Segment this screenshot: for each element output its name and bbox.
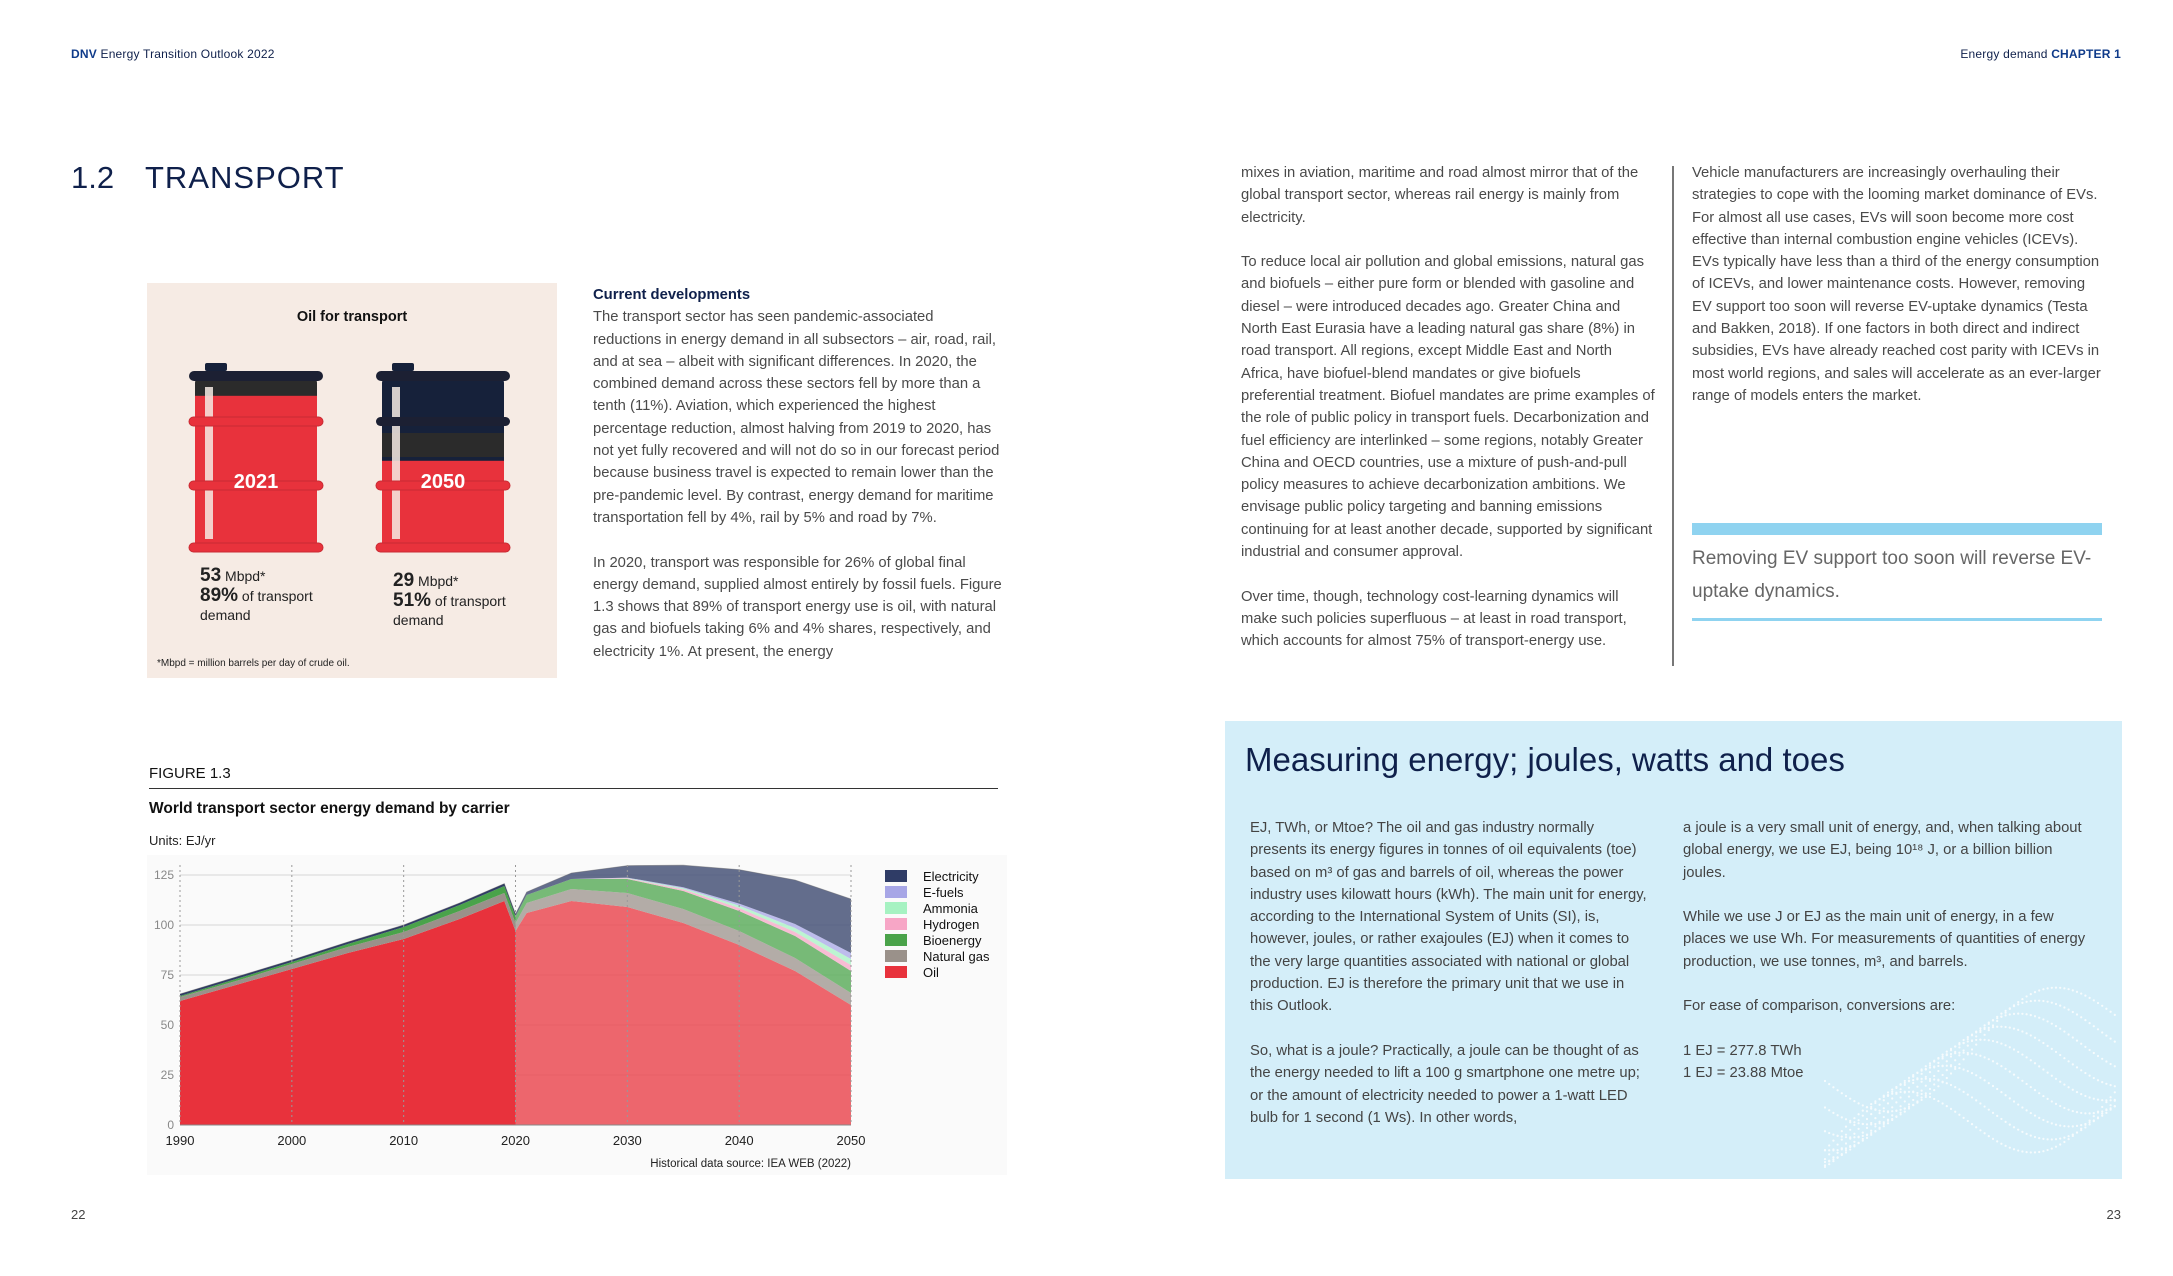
legend-swatch-bioenergy — [885, 934, 907, 946]
measuring-left-column — [1250, 817, 1650, 1151]
page-number-right: 23 — [2106, 1207, 2121, 1222]
x-tick-label: 2050 — [836, 1133, 866, 1148]
quote-top-bar — [1692, 523, 2102, 535]
column-divider — [1672, 166, 1674, 666]
column-3-p1: mixes in aviation, maritime and road almost mirror that of the global transport sector, whereas rail energy is mainly from electricity. — [1241, 165, 1639, 226]
y-tick-label: 0 — [167, 1118, 174, 1132]
legend-swatch-oil — [885, 966, 907, 978]
stat-2021-value: 53 — [200, 565, 222, 586]
report-title: Energy Transition Outlook 2022 — [100, 47, 275, 61]
stat-2021-pct-text: of transport demand — [200, 588, 313, 623]
brand-name: DNV — [71, 47, 97, 61]
current-developments-p2: In 2020, transport was responsible for 26% of global final energy demand, supplied almost entirely by fossil fuels. Figure 1.3 shows that 89% of transport energy use is oil, with natural gas and biofuels taking 6% and 4% shares, respectively, and electricity 1%. At present, the energy — [593, 554, 1002, 660]
stat-2021-pct: 89% — [200, 585, 239, 606]
figure-label: FIGURE 1.3 — [149, 765, 231, 782]
pull-quote: Removing EV support too soon will reverse EV-uptake dynamics. — [1692, 548, 2092, 602]
measuring-right-p3: For ease of comparison, conversions are: — [1683, 998, 1956, 1015]
y-tick-label: 125 — [153, 868, 174, 882]
legend-swatch-hydrogen — [885, 918, 907, 930]
current-developments-p1: The transport sector has seen pandemic-associated reductions in energy demand in all subsectors – air, road, rail, and at sea – albeit with significant differences. In 2020, the combined demand across these sectors fell by more than a tenth (11%). Aviation, which experienced the highest percentage reduction, almost halving from 2019 to 2020, has not yet fully recovered and will not do so in our forecast period because business travel is expected to remain lower than the pre-pandemic level. By contrast, energy demand for maritime transportation fell by 4%, rail by 5% and road by 7%. — [593, 309, 1000, 526]
measuring-right-p1: a joule is a very small unit of energy, and, when talking about global energy, we use EJ, being 10¹⁸ J, or a billion billion joules. — [1683, 820, 2082, 881]
legend-swatch-ammonia — [885, 902, 907, 914]
y-tick-label: 75 — [160, 968, 174, 982]
x-tick-label: 2000 — [277, 1133, 307, 1148]
current-developments-heading: Current developments — [593, 287, 751, 303]
legend-label-oil: Oil — [923, 965, 939, 980]
x-tick-label: 2010 — [389, 1133, 419, 1148]
measuring-left-p2: So, what is a joule? Practically, a joule can be thought of as the energy needed to lift a 100 g smartphone one metre up; or the amount of electricity needed to power a 1-watt LED bulb for 1 second (1 Ws). In other words, — [1250, 1042, 1640, 1126]
section-title: TRANSPORT — [145, 160, 345, 195]
legend-label-natural-gas: Natural gas — [923, 949, 990, 964]
stat-2050-value: 29 — [393, 570, 415, 591]
legend-label-bioenergy: Bioenergy — [923, 933, 982, 948]
stat-2050-unit: Mbpd* — [418, 573, 459, 589]
barrel-2021-icon — [189, 363, 323, 552]
chart-source: Historical data source: IEA WEB (2022) — [650, 1158, 851, 1170]
measuring-energy-title: Measuring energy; joules, watts and toes — [1245, 741, 1845, 778]
measuring-energy-box — [1225, 721, 2122, 1179]
current-developments — [593, 284, 1005, 685]
barrel-2021-label: 2021 — [233, 471, 279, 493]
y-tick-label: 25 — [160, 1068, 174, 1082]
figure-rule — [149, 788, 998, 789]
measuring-right-p2: While we use J or EJ as the main unit of energy, in a few places we use Wh. For measurements of quantities of energy production, we use tonnes, m³, and barrels. — [1683, 909, 2086, 970]
transport-demand-chart — [147, 855, 1007, 1175]
stat-2021-unit: Mbpd* — [225, 568, 266, 584]
measuring-left-p1: EJ, TWh, or Mtoe? The oil and gas industry normally presents its energy figures in tonnes of oil equivalents (toe) based on m³ of gas and barrels of oil, whereas the power industry uses kilowatt hours (kWh). The main unit for energy, according to the International System of Units (SI), is, however, joules, or rather exajoules (EJ) when it comes to the very large quantities associated with national or global production. EJ is therefore the primary unit that we use in this Outlook. — [1250, 820, 1647, 1015]
barrel-2050-label: 2050 — [420, 471, 466, 493]
forecast-shade — [516, 865, 852, 1125]
column-3-text — [1241, 162, 1656, 675]
x-tick-label: 1990 — [165, 1133, 195, 1148]
legend-swatch-natural-gas — [885, 950, 907, 962]
column-4-text — [1692, 162, 2107, 430]
x-tick-label: 2030 — [612, 1133, 642, 1148]
stat-2021 — [200, 566, 350, 625]
quote-bottom-rule — [1692, 618, 2102, 621]
y-tick-label: 50 — [160, 1018, 174, 1032]
page-number-left: 22 — [71, 1207, 86, 1222]
column-3-p2: To reduce local air pollution and global emissions, natural gas and biofuels – either pure form or blended with gasoline and diesel – were introduced decades ago. Greater China and North East Eurasia have a leading natural gas share (8%) in road transport. All regions, except Middle East and North Africa, have biofuel-blend mandates or give biofuels preferential treatment. Biofuel mandates are prime examples of the role of public policy in transport fuels. Decarbonization and fuel efficiency are interlinked – some regions, notably Greater China and OECD countries, use a mixture of push-and-pull policy measures to achieve decarbonization ambitions. We envisage public policy targeting and banning emissions continuing for at least another decade, supported by significant industrial and consumer approval. — [1241, 254, 1655, 561]
measuring-right-column — [1683, 817, 2098, 1085]
legend-swatch-electricity — [885, 870, 907, 882]
header-left — [71, 47, 275, 61]
legend-label-e-fuels: E-fuels — [923, 885, 964, 900]
oil-infographic — [147, 283, 557, 678]
x-tick-label: 2040 — [724, 1133, 754, 1148]
stat-2050-pct: 51% — [393, 590, 432, 611]
legend-label-ammonia: Ammonia — [923, 901, 978, 916]
barrel-2050-icon — [376, 363, 510, 552]
column-4-p1: Vehicle manufacturers are increasingly overhauling their strategies to cope with the looming market dominance of EVs. For almost all use cases, EVs will soon become more cost effective than internal combustion engine vehicles (ICEVs). EVs typically have less than a third of the energy consumption of ICEVs, and lower maintenance costs. However, removing EV support too soon will reverse EV-uptake dynamics (Testa and Bakken, 2018). If one factors in both direct and indirect subsidies, EVs have already reached cost parity with ICEVs in most world regions, and sales will accelerate as an ever-larger range of models enters the market. — [1692, 165, 2101, 404]
infographic-title: Oil for transport — [296, 309, 408, 325]
infographic-footnote: *Mbpd = million barrels per day of crude oil. — [157, 658, 350, 669]
chapter-topic: Energy demand — [1960, 47, 2048, 61]
stat-2050 — [393, 571, 553, 630]
figure-units: Units: EJ/yr — [149, 833, 216, 848]
header-right — [1960, 47, 2121, 61]
figure-title: World transport sector energy demand by carrier — [149, 800, 510, 817]
x-tick-label: 2020 — [501, 1133, 530, 1148]
section-number: 1.2 — [71, 160, 115, 195]
conversion-2: 1 EJ = 23.88 Mtoe — [1683, 1065, 1804, 1082]
chapter-label: CHAPTER 1 — [2051, 47, 2121, 61]
stat-2050-pct-text: of transport demand — [393, 593, 506, 628]
column-3-p3: Over time, though, technology cost-learning dynamics will make such policies superfluous – at least in road transport, which accounts for almost 75% of transport-energy use. — [1241, 588, 1627, 650]
y-tick-label: 100 — [153, 918, 174, 932]
legend-label-hydrogen: Hydrogen — [923, 917, 980, 932]
conversion-1: 1 EJ = 277.8 TWh — [1683, 1042, 1802, 1059]
legend-swatch-e-fuels — [885, 886, 907, 898]
legend-label-electricity: Electricity — [923, 869, 979, 884]
